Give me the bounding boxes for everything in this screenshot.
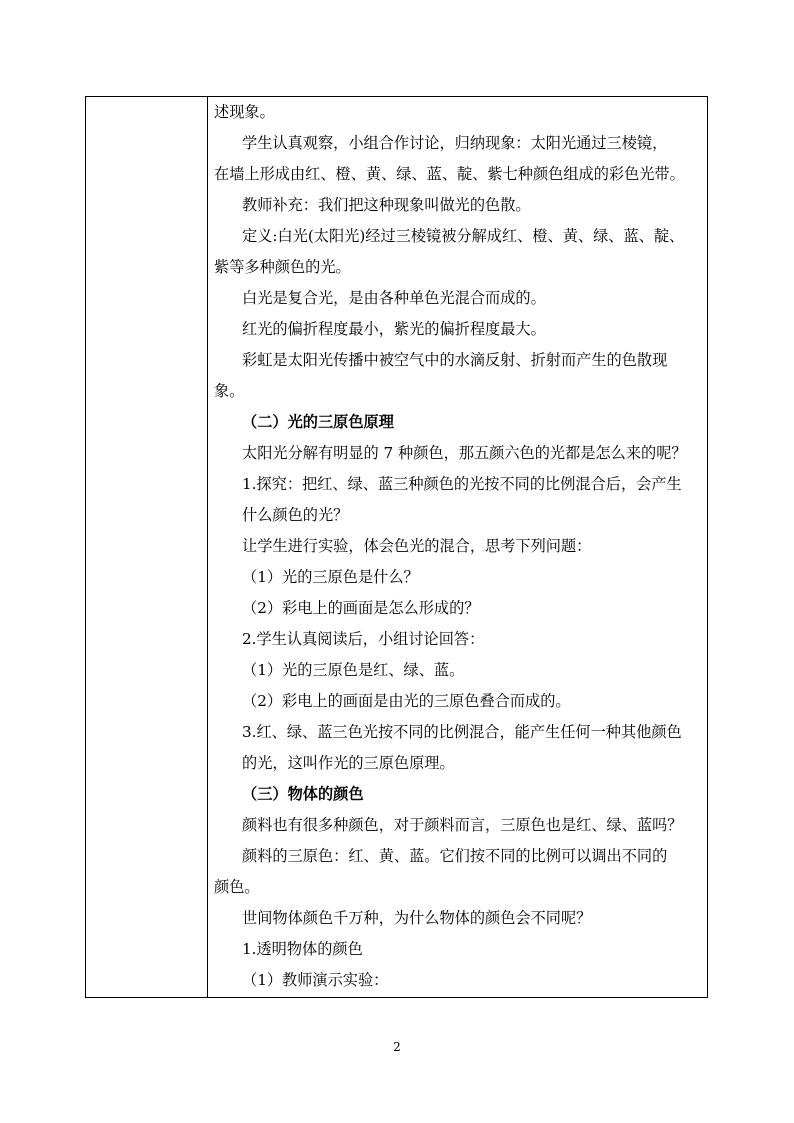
- paragraph-line: （1）光的三原色是什么？: [242, 568, 419, 586]
- section-heading: （三）物体的颜色: [242, 785, 364, 803]
- paragraph-line: 述现象。: [214, 103, 275, 121]
- paragraph-line: 教师补充：我们把这种现象叫做光的色散。: [242, 196, 531, 214]
- paragraph-line: 颜色。: [214, 878, 260, 896]
- paragraph-line: 在墙上形成由红、橙、黄、绿、蓝、靛、紫七种颜色组成的彩色光带。: [214, 165, 685, 183]
- paragraph-line: 世间物体颜色千万种，为什么物体的颜色会不同呢？: [242, 909, 592, 927]
- paragraph-line: 太阳光分解有明显的 7 种颜色，那五颜六色的光都是怎么来的呢？: [242, 444, 687, 462]
- paragraph-line: 1.透明物体的颜色: [242, 940, 363, 958]
- paragraph-line: 象。: [214, 382, 245, 400]
- paragraph-line: 定义:白光(太阳光)经过三棱镜被分解成红、橙、黄、绿、蓝、靛、: [242, 227, 685, 245]
- paragraph-line: 学生认真观察，小组合作讨论，归纳现象：太阳光通过三棱镜，: [242, 134, 668, 152]
- paragraph-line: （1）光的三原色是红、绿、蓝。: [242, 661, 465, 679]
- paragraph-line: 白光是复合光，是由各种单色光混合而成的。: [242, 289, 546, 307]
- paragraph-line: （2）彩电上的画面是怎么形成的？: [242, 599, 480, 617]
- paragraph-line: 什么颜色的光？: [242, 506, 349, 524]
- paragraph-line: （1）教师演示实验：: [242, 971, 389, 989]
- table-left-cell: [86, 97, 207, 997]
- paragraph-line: 颜料也有很多种颜色，对于颜料而言，三原色也是红、绿、蓝吗？: [242, 816, 683, 834]
- paragraph-line: 彩虹是太阳光传播中被空气中的水滴反射、折射而产生的色散现: [242, 351, 668, 369]
- paragraph-line: （2）彩电上的画面是由光的三原色叠合而成的。: [242, 692, 571, 710]
- lesson-plan-table: [85, 96, 708, 998]
- table-column-divider: [207, 97, 208, 997]
- paragraph-line: 的光，这叫作光的三原色原理。: [242, 754, 455, 772]
- paragraph-line: 颜料的三原色：红、黄、蓝。它们按不同的比例可以调出不同的: [242, 847, 668, 865]
- paragraph-line: 让学生进行实验，体会色光的混合，思考下列问题：: [242, 537, 592, 555]
- section-heading: （二）光的三原色原理: [242, 413, 394, 431]
- paragraph-line: 2.学生认真阅读后，小组讨论回答：: [242, 630, 485, 648]
- paragraph-line: 紫等多种颜色的光。: [214, 258, 351, 276]
- paragraph-line: 3.红、绿、蓝三色光按不同的比例混合，能产生任何一种其他颜色: [242, 723, 682, 741]
- page-number: 2: [393, 1040, 401, 1054]
- paragraph-line: 红光的偏折程度最小，紫光的偏折程度最大。: [242, 320, 546, 338]
- paragraph-line: 1.探究：把红、绿、蓝三种颜色的光按不同的比例混合后，会产生: [242, 475, 682, 493]
